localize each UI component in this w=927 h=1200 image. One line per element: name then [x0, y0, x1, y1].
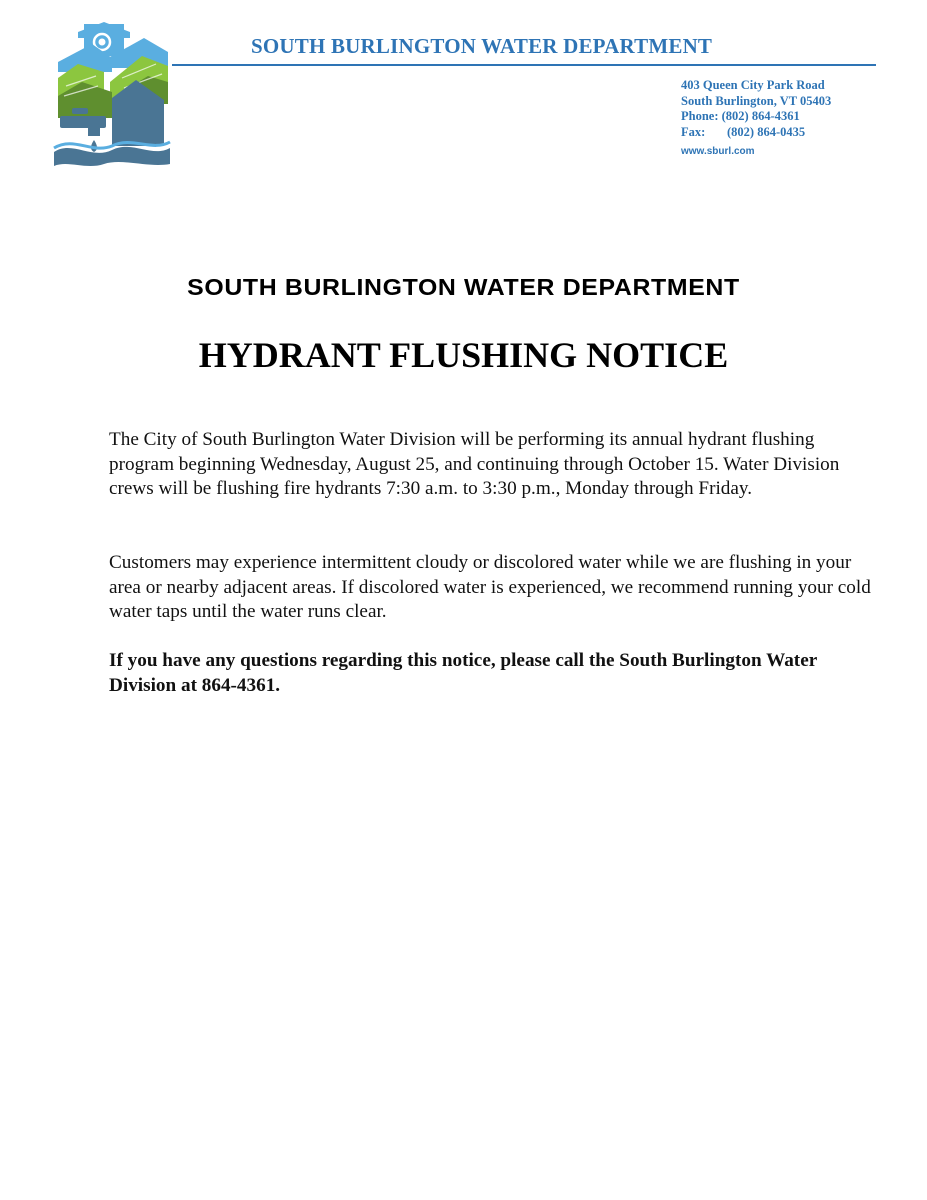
department-heading: SOUTH BURLINGTON WATER DEPARTMENT: [187, 274, 740, 300]
address-phone: Phone: (802) 864-4361: [681, 109, 800, 123]
website-link[interactable]: www.sburl.com: [681, 146, 755, 157]
letterhead-org-name: SOUTH BURLINGTON WATER DEPARTMENT: [251, 34, 713, 58]
logo-wave: [54, 147, 170, 166]
address-fax: [681, 125, 831, 141]
address-city: South Burlington, VT 05403: [681, 93, 832, 108]
notice-title: HYDRANT FLUSHING NOTICE: [198, 335, 729, 375]
notice-paragraph-schedule: The City of South Burlington Water Division will be performing its annual hydrant flushing program beginning Wednesday, August 25, and continuing through October 15. Water Division crews will be flushing fire hydrants 7:30 a.m. to 3:30 p.m., Monday through Friday.: [109, 429, 840, 499]
letterhead-address-block: [681, 78, 831, 160]
address-street: 403 Queen City Park Road: [681, 78, 825, 92]
notice-paragraph-discoloration: Customers may experience intermittent cloudy or discolored water while we are flushing in your area or nearby adjacent areas. If discolored water is experienced, we recommend running your cold water taps until the water runs clear.: [109, 552, 871, 622]
water-department-logo: [52, 22, 172, 168]
fax-label: Fax:: [681, 124, 706, 139]
notice-paragraph-contact: If you have any questions regarding this notice, please call the South Burlington Water Division at 864-4361.: [109, 650, 817, 696]
letterhead-divider: [172, 64, 876, 66]
fax-number: (802) 864-0435: [727, 124, 806, 139]
